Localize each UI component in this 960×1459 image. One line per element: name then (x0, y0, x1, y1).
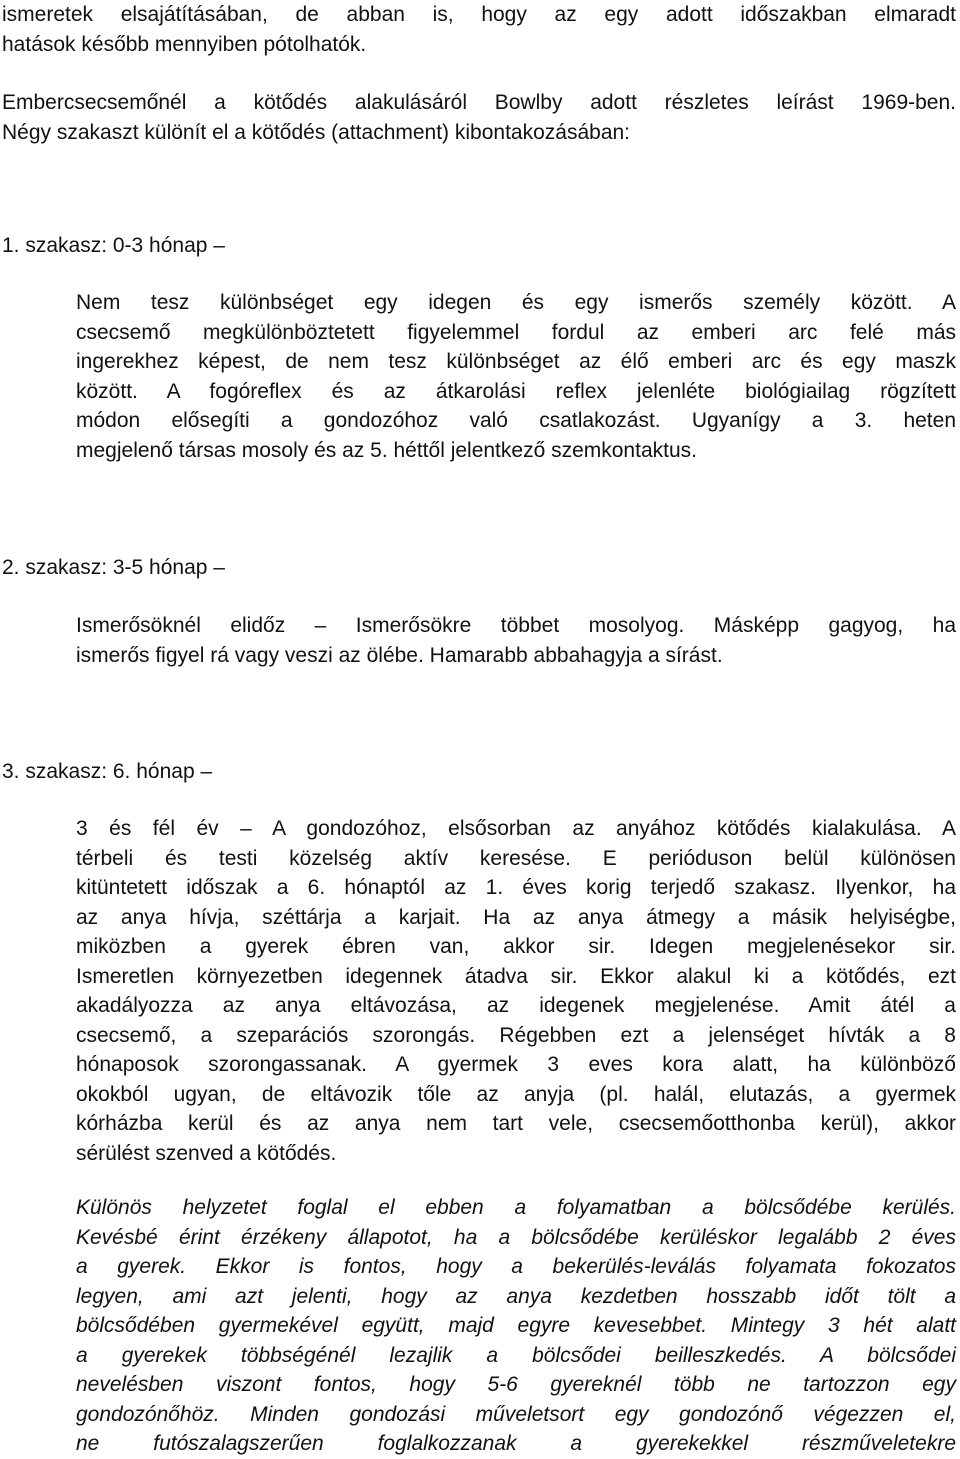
stage3-line: csecsemő, a szeparációs szorongás. Régebben ezt a jelenséget hívták a 8 (76, 1023, 956, 1047)
italic-line: a gyerek. Ekkor is fontos, hogy a bekerülés-leválás folyamata fokozatos (76, 1255, 956, 1278)
italic-line: Különös helyzetet foglal el ebben a folyamatban a bölcsődébe kerülés. (76, 1196, 956, 1219)
bowlby-line: Embercsecsemőnél a kötődés alakulásáról Bowlby adott részletes leírást 1969-ben. (2, 91, 956, 114)
stage3-line: hónaposok szorongassanak. A gyermek 3 eves kora alatt, ha különböző (76, 1053, 956, 1076)
italic-line: gondozónőhöz. Minden gondozási műveletsort egy gondozónő végezzen el, (76, 1402, 956, 1426)
stage3-line: kitüntetett időszak a 6. hónaptól az 1. éves korig terjedő szakasz. Ilyenkor, ha (76, 876, 956, 899)
italic-line: nevelésben viszont fontos, hogy 5-6 gyereknél több ne tartozzon egy (76, 1373, 956, 1396)
intro-paragraph (2, 0, 956, 59)
stage2-paragraph (76, 611, 956, 670)
stage3-line: akadályozza az anya eltávozása, az idegenek megjelenése. Amit átél a (76, 994, 956, 1017)
stage1-line: módon elősegíti a gondozóhoz való csatlakozást. Ugyanígy a 3. heten (76, 409, 956, 432)
stage3-paragraph (76, 814, 956, 1168)
italic-line: legyen, ami azt jelenti, hogy az anya kezdetben hosszabb időt tölt a (76, 1284, 956, 1308)
stage1-line: Nem tesz különbséget egy idegen és egy ismerős személy között. A (76, 291, 956, 314)
stage3-line: térbeli és testi közelség aktív keresése. E perióduson belül különösen (76, 846, 956, 870)
stage3-line: Ismeretlen környezetben idegennek átadva sir. Ekkor alakul ki a kötődés, ezt (76, 964, 956, 988)
stage1-line: megjelenő társas mosoly és az 5. héttől jelentkező szemkontaktus. (76, 438, 697, 462)
stage3-line: okokból ugyan, de eltávozik tőle az anyja (pl. halál, elutazás, a gyermek (76, 1082, 956, 1106)
italic-line: ne futószalagszerűen foglalkozzanak a gyerekekkel részműveletekre (76, 1432, 956, 1455)
italic-paragraph (76, 1193, 956, 1459)
bowlby-line: Négy szakaszt különít el a kötődés (attachment) kibontakozásában: (2, 120, 631, 144)
italic-line: Kevésbé érint érzékeny állapotot, ha a bölcsődébe kerüléskor legalább 2 éves (76, 1225, 956, 1249)
italic-line: a gyerekek többségénél lezajlik a bölcsődei beilleszkedés. A bölcsődei (76, 1343, 956, 1367)
bowlby-paragraph (2, 88, 956, 147)
intro-line: ismeretek elsajátításában, de abban is, hogy az egy adott időszakban elmaradt (2, 3, 956, 26)
stage1-paragraph (76, 288, 956, 465)
stage3-line: kórházba kerül és az anya nem tart vele, csecsemőotthonba kerül), akkor (76, 1112, 956, 1135)
intro-line: hatások később mennyiben pótolhatók. (2, 32, 367, 56)
stage2-line: ismerős figyel rá vagy veszi az ölébe. Hamarabb abbahagyja a sírást. (76, 643, 723, 667)
italic-line: bölcsődében gyermekével együtt, majd egyre kevesebbet. Mintegy 3 hét alatt (76, 1314, 956, 1337)
stage3-line: sérülést szenved a kötődés. (76, 1141, 337, 1165)
stage3-heading: 3. szakasz: 6. hónap – (2, 760, 213, 783)
stage2-line: Ismerősöknél elidőz – Ismerősökre többet mosolyog. Másképp gagyog, ha (76, 614, 956, 637)
stage3-line: az anya hívja, széttárja a karjait. Ha az anya átmegy a másik helyiségbe, (76, 905, 956, 929)
stage1-line: között. A fogóreflex és az átkarolási reflex jelenléte biológiailag rögzített (76, 379, 956, 403)
stage1-line: csecsemő megkülönböztetett figyelemmel fordul az emberi arc felé más (76, 320, 956, 344)
stage3-line: miközben a gyerek ébren van, akkor sir. Idegen megjelenésekor sir. (76, 935, 956, 958)
stage2-heading: 2. szakasz: 3-5 hónap – (2, 556, 225, 579)
stage1-line: ingerekhez képest, de nem tesz különbséget az élő emberi arc és egy maszk (76, 350, 956, 373)
stage3-line: 3 és fél év – A gondozóhoz, elsősorban az anyához kötődés kialakulása. A (76, 817, 956, 840)
stage1-heading: 1. szakasz: 0-3 hónap – (2, 234, 225, 257)
